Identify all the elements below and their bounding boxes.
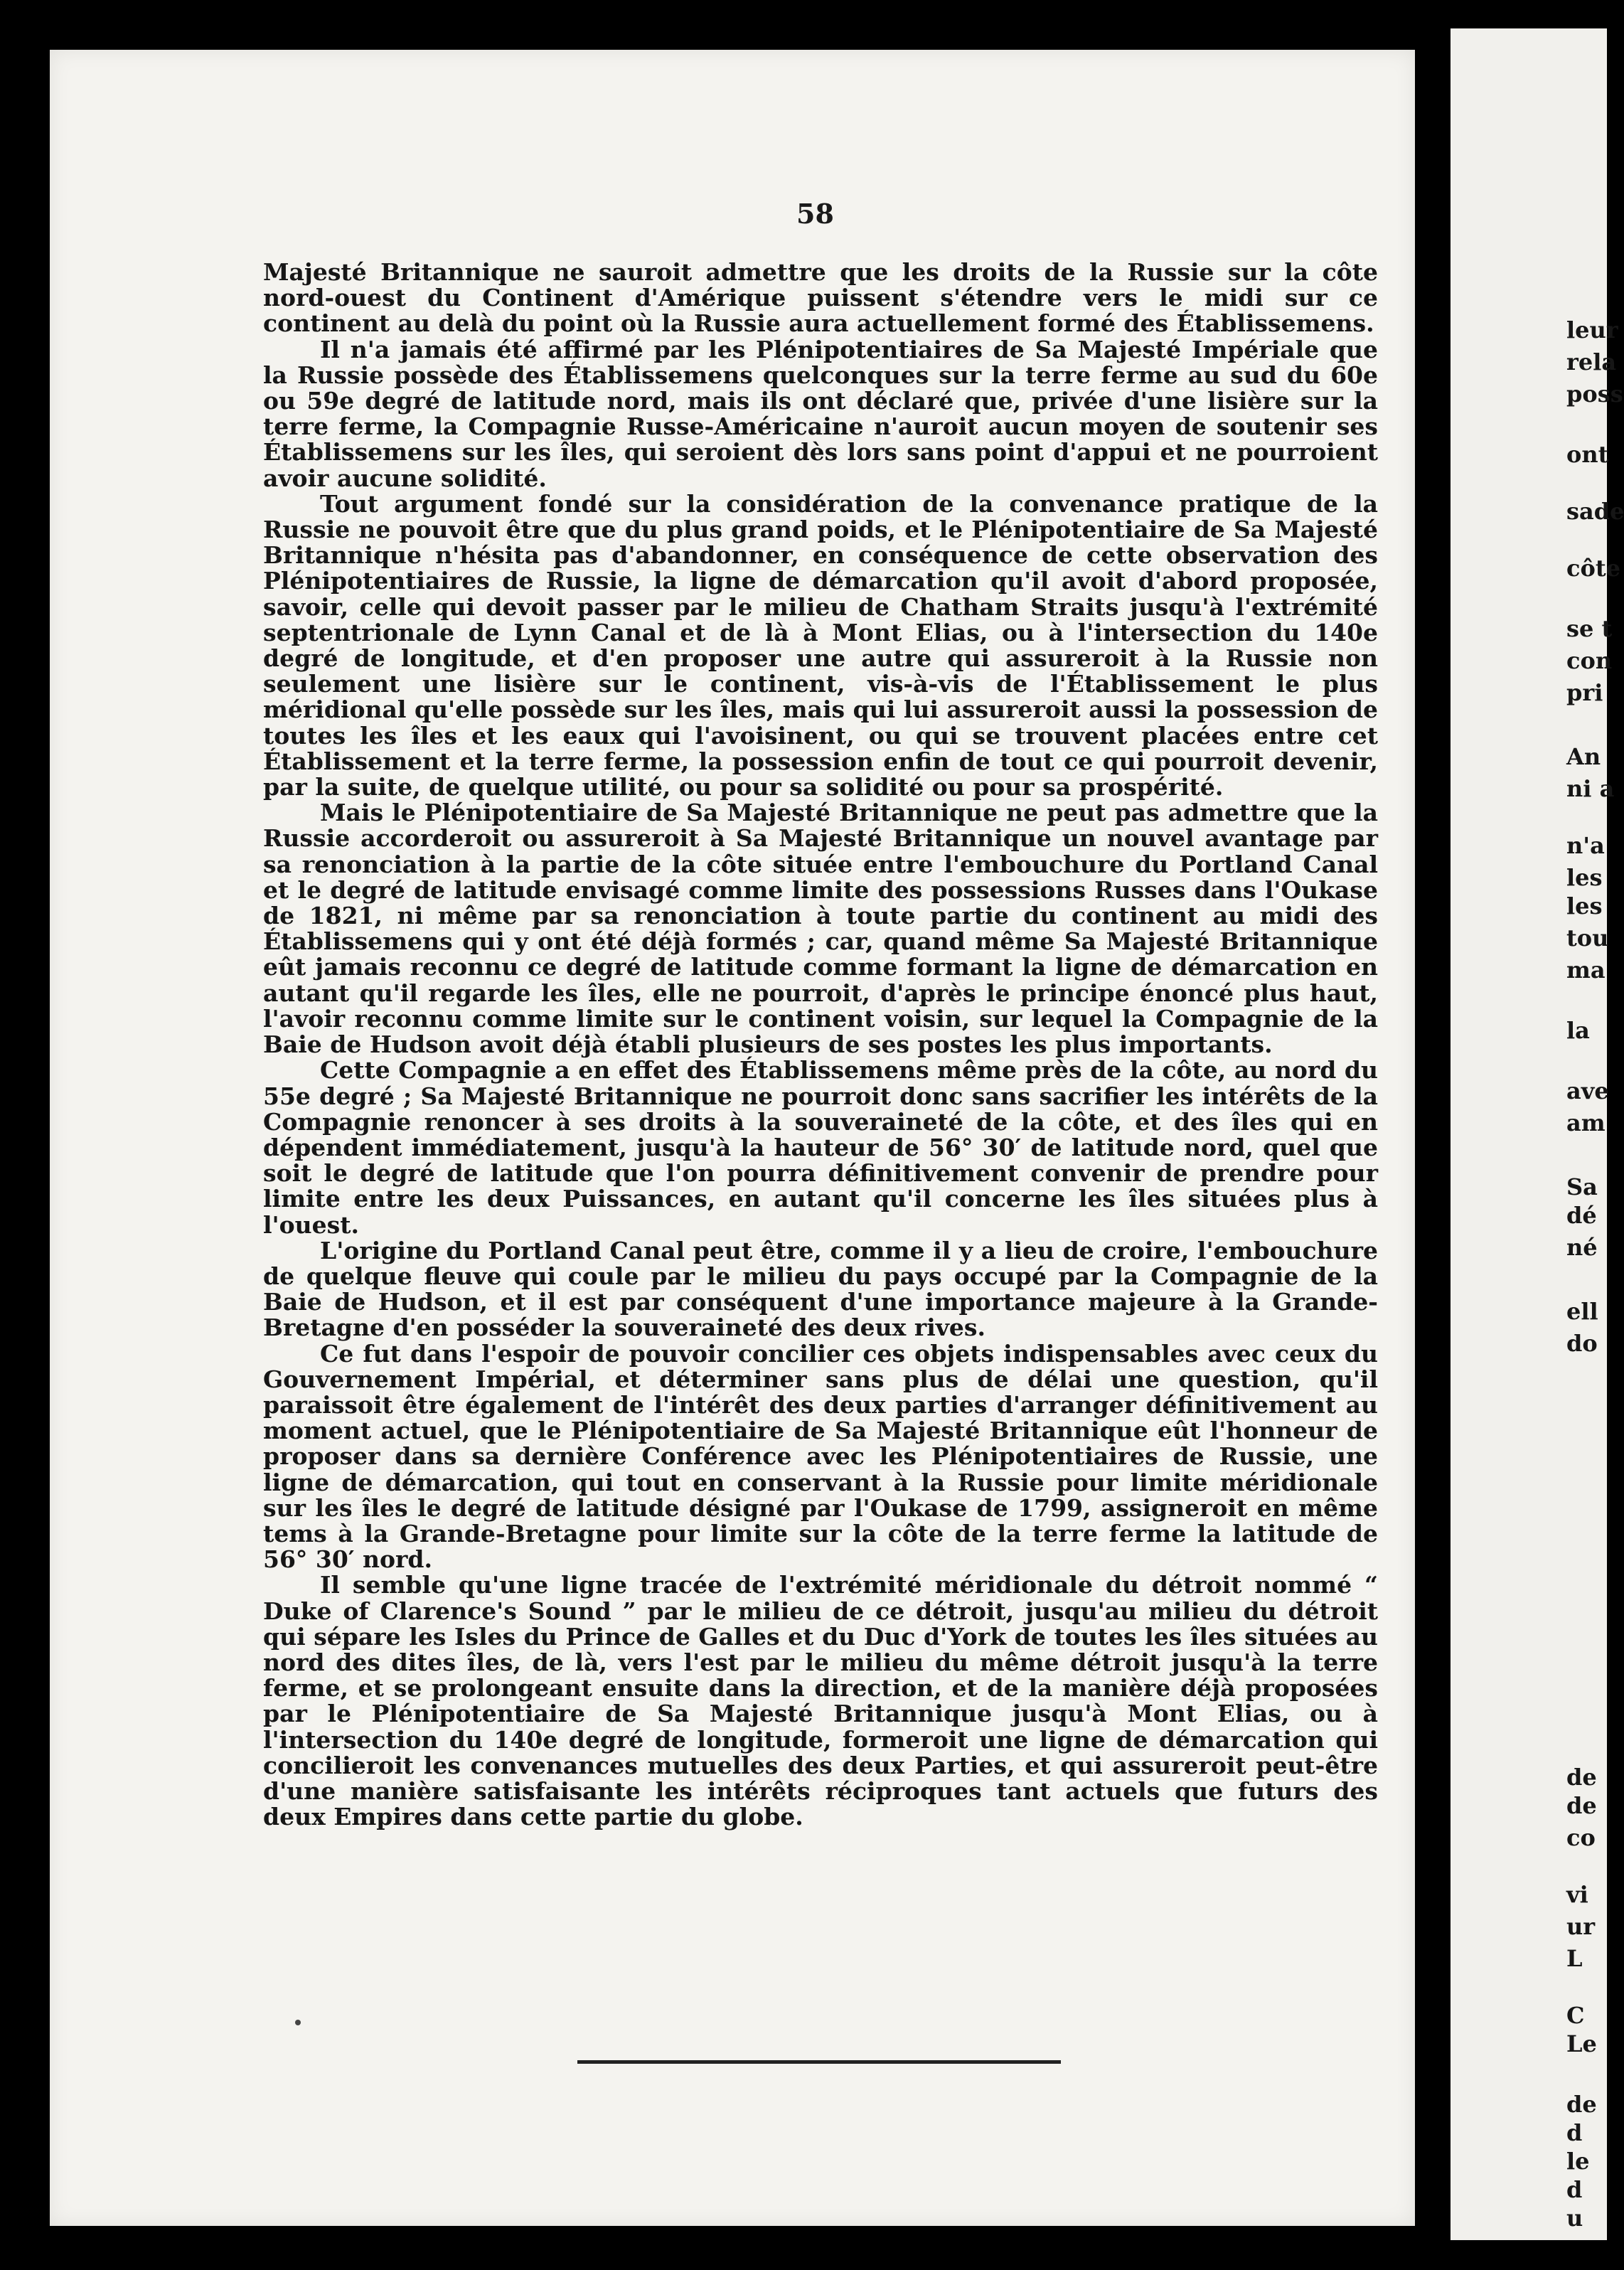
adjacent-page-fragment: do bbox=[1566, 1330, 1598, 1357]
adjacent-page-fragment: dé bbox=[1566, 1202, 1597, 1229]
adjacent-page-fragment: se t bbox=[1566, 615, 1613, 642]
paragraph: Majesté Britannique ne sauroit admettre que les droits de la Russie sur la côte nord-ouest du Continent d'Amérique puissent s'étendre vers le midi sur ce continent au delà du point où la Russie aura actuellement formé des Établissemens. bbox=[263, 258, 1378, 338]
document-page bbox=[50, 50, 1415, 2226]
adjacent-page-fragment: pri bbox=[1566, 679, 1603, 706]
adjacent-page-fragment: leur bbox=[1566, 316, 1618, 343]
body-text bbox=[263, 260, 1378, 1830]
adjacent-page-fragment: le bbox=[1566, 2148, 1590, 2175]
adjacent-page-fragment: L bbox=[1566, 1945, 1583, 1972]
adjacent-page-fragment: les bbox=[1566, 892, 1603, 920]
paragraph: Cette Compagnie a en effet des Établissemens même près de la côte, au nord du 55e degré ; Sa Majesté Britannique ne pourroit donc sans sacrifier les intérêts de la Compagnie renoncer à ses droits à la souveraineté de la côte, et des îles qui en dépendent immédiatement, jusqu'à la hauteur de 56° 30′ de latitude nord, quel que soit le degré de latitude que l'on pourra définitivement convenir de prendre pour limite entre les deux Puissances, en autant qu'il concerne les îles situées plus à l'ouest. bbox=[263, 1056, 1378, 1239]
adjacent-page-fragment: u bbox=[1566, 2205, 1583, 2232]
paragraph: Tout argument fondé sur la considération de la convenance pratique de la Russie ne pouvoit être que du plus grand poids, et le Plénipotentiaire de Sa Majesté Britannique n'hésita pas d'abandonner, en conséquence de cette observation des Plénipotentiaires de Russie, la ligne de démarcation qu'il avoit d'abord proposée, savoir, celle qui devoit passer par le milieu de Chatham Straits jusqu'à l'extrémité septentrionale de Lynn Canal et de là à Mont Elias, ou à l'intersection du 140e degré de longitude, et d'en proposer une autre qui assureroit à la Russie non seulement une lisière sur le continent, vis-à-vis de l'Établissement le plus méridional qu'elle possède sur les îles, mais qui lui assureroit aussi la possession de toutes les îles et les eaux qui l'avoisinent, ou qui se trouvent placées entre cet Établissement et la terre ferme, la possession enfin de tout ce qui pourroit devenir, par la suite, de quelque utilité, ou pour sa solidité ou pour sa prospérité. bbox=[263, 489, 1378, 801]
adjacent-page-fragment: la bbox=[1566, 1017, 1590, 1044]
adjacent-page-fragment: con bbox=[1566, 647, 1613, 674]
adjacent-page-fragment: côte bbox=[1566, 555, 1620, 582]
adjacent-page-fragment: d bbox=[1566, 2119, 1583, 2146]
paragraph: Il semble qu'une ligne tracée de l'extrémité méridionale du détroit nommé “ Duke of Clarence's Sound ” par le milieu de ce détroit, jusqu'au milieu du détroit qui sépare les Isles du Prince de Galles et du Duc d'York de toutes les îles situées au nord des dites îles, de là, vers l'est par le milieu du même détroit jusqu'à la terre ferme, et se prolongeant ensuite dans la direction, et de la manière déjà proposées par le Plénipotentiaire de Sa Majesté Britannique jusqu'à Mont Elias, ou à l'intersection du 140e degré de longitude, formeroit une ligne de démarcation qui concilieroit les convenances mutuelles des deux Parties, et qui assureroit peut-être d'une manière satisfaisante les intérêts réciproques tant actuels que futurs des deux Empires dans cette partie du globe. bbox=[263, 1571, 1378, 1831]
adjacent-page-fragment: Le bbox=[1566, 2030, 1597, 2057]
adjacent-page-fragment: rela bbox=[1566, 348, 1617, 375]
adjacent-page-fragment: vi bbox=[1566, 1881, 1588, 1908]
adjacent-page-fragment: C bbox=[1566, 2002, 1585, 2029]
adjacent-page-fragment: ur bbox=[1566, 1913, 1596, 1940]
adjacent-page-fragment: sade bbox=[1566, 498, 1624, 525]
adjacent-page-fragment: ave bbox=[1566, 1077, 1609, 1104]
adjacent-page-fragment: n'a bbox=[1566, 832, 1605, 859]
adjacent-page-fragment: poss bbox=[1566, 380, 1623, 407]
adjacent-page-fragment: tou bbox=[1566, 924, 1609, 952]
ink-speck bbox=[295, 2020, 301, 2025]
adjacent-page-fragment: d bbox=[1566, 2176, 1583, 2203]
adjacent-page-fragment: né bbox=[1566, 1234, 1598, 1261]
adjacent-page-fragment: de bbox=[1566, 2091, 1597, 2118]
adjacent-page-fragment: les bbox=[1566, 864, 1603, 891]
adjacent-page-fragment: de bbox=[1566, 1764, 1597, 1791]
adjacent-page-fragment: ma bbox=[1566, 957, 1606, 984]
page-number: 58 bbox=[796, 198, 834, 230]
adjacent-page-fragment: An bbox=[1566, 743, 1601, 770]
adjacent-page-fragment: Sa bbox=[1566, 1173, 1598, 1200]
adjacent-page-fragment: ont bbox=[1566, 441, 1609, 468]
adjacent-page-fragment: co bbox=[1566, 1824, 1596, 1851]
paragraph: Il n'a jamais été affirmé par les Plénipotentiaires de Sa Majesté Impériale que la Russie possède des Établissemens quelconques sur la terre ferme au sud du 60e ou 59e degré de latitude nord, mais ils ont déclaré que, privée d'une lisière sur la terre ferme, la Compagnie Russe-Américaine n'auroit aucun moyen de soutenir ses Établissemens sur les îles, qui seroient dès lors sans point d'appui et ne pourroient avoir aucune solidité. bbox=[263, 335, 1378, 492]
paragraph: Ce fut dans l'espoir de pouvoir concilier ces objets indispensables avec ceux du Gouvernement Impérial, et déterminer sans plus de délai une question, qu'il paraissoit être également de l'intérêt des deux parties d'arranger définitivement au moment actuel, que le Plénipotentiaire de Sa Majesté Britannique eût l'honneur de proposer dans sa dernière Conférence avec les Plénipotentiaires de Russie, une ligne de démarcation, qui tout en conservant à la Russie pour limite méridionale sur les îles le degré de latitude désigné par l'Oukase de 1799, assigneroit en même tems à la Grande-Bretagne pour limite sur la côte de la terre ferme la latitude de 56° 30′ nord. bbox=[263, 1339, 1378, 1574]
paragraph: Mais le Plénipotentiaire de Sa Majesté Britannique ne peut pas admettre que la Russie accorderoit ou assureroit à Sa Majesté Britannique un nouvel avantage par sa renonciation à la partie de la côte située entre l'embouchure du Portland Canal et le degré de latitude envisagé comme limite des possessions Russes dans l'Oukase de 1821, ni même par sa renonciation à toute partie du continent au midi des Établissemens qui y ont été déjà formés ; car, quand même Sa Majesté Britannique eût jamais reconnu ce degré de latitude comme formant la ligne de démarcation en autant qu'il regarde les îles, elle ne pourroit, d'après le principe énoncé plus haut, l'avoir reconnu comme limite sur le continent voisin, sur lequel la Compagnie de la Baie de Hudson avoit déjà établi plusieurs de ses postes les plus importants. bbox=[263, 799, 1378, 1059]
adjacent-page-fragment: ni a bbox=[1566, 775, 1615, 802]
adjacent-page-edge bbox=[1451, 28, 1624, 2240]
closing-rule bbox=[577, 2060, 1061, 2064]
paragraph: L'origine du Portland Canal peut être, comme il y a lieu de croire, l'embouchure de quelque fleuve qui coule par le milieu du pays occupé par la Compagnie de la Baie de Hudson, et il est par conséquent d'une importance majeure à la Grande-Bretagne d'en posséder la souveraineté des deux rives. bbox=[263, 1236, 1378, 1342]
adjacent-page-fragment: de bbox=[1566, 1792, 1597, 1819]
adjacent-page-fragment: am bbox=[1566, 1109, 1606, 1136]
adjacent-page-fragment: ell bbox=[1566, 1298, 1598, 1325]
